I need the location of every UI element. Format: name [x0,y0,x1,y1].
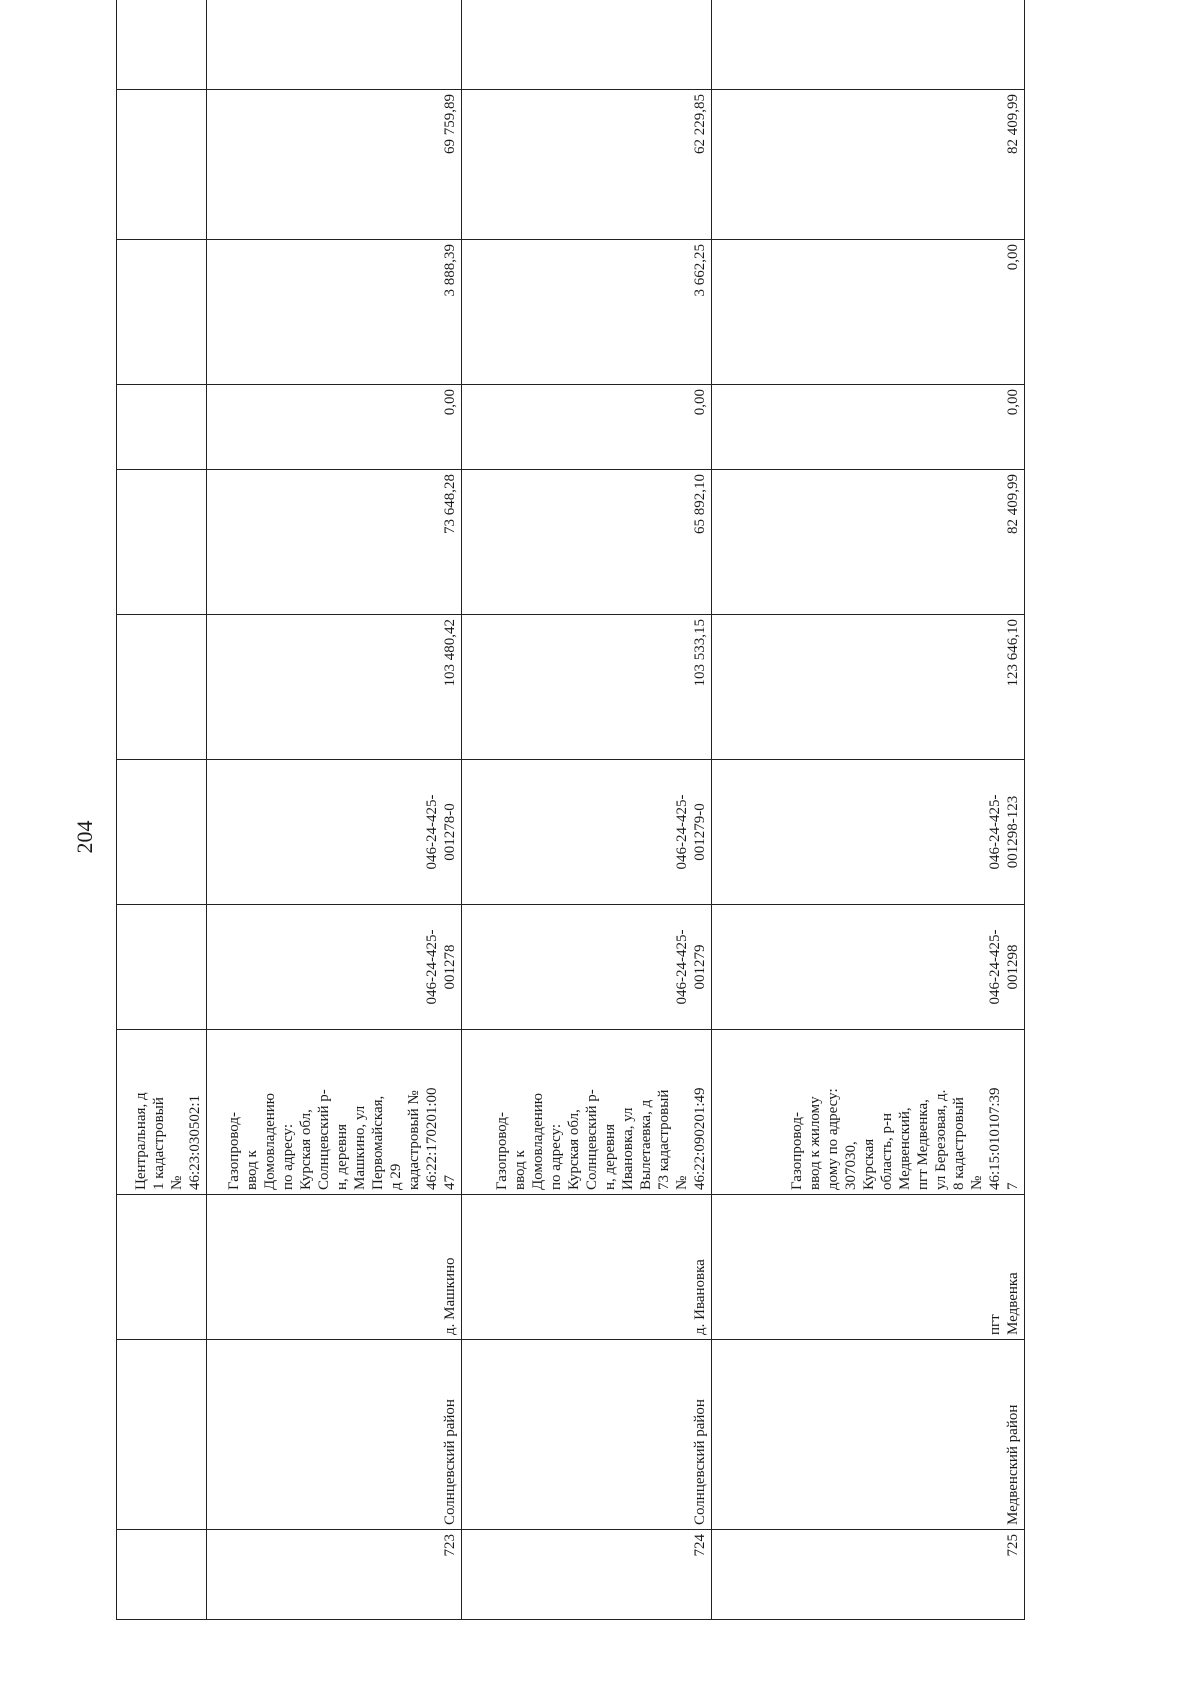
table-row-725 [712,0,1025,1620]
cell-v6 [117,0,207,90]
cell-locality [117,1195,207,1340]
cell-v5: 69 759,89 [207,90,462,240]
cell-code [117,905,207,1030]
cell-v1 [117,615,207,760]
cell-v4: 3 888,39 [207,240,462,385]
cell-v3: 0,00 [462,385,712,470]
registry-table [116,0,1025,1620]
cell-code-full: 046-24-425- 001298-123 [712,760,1025,905]
cell-code: 046-24-425- 001279 [462,905,712,1030]
cell-v6 [462,0,712,90]
cell-code-full [117,760,207,905]
table-row-continuation [117,0,207,1620]
cell-address: Центральная, д 1 кадастровый № 46:23:030502:1 [117,1030,207,1195]
cell-v1: 103 480,42 [207,615,462,760]
cell-locality: д. Машкино [207,1195,462,1340]
cell-v3 [117,385,207,470]
cell-v3: 0,00 [207,385,462,470]
cell-num: 724 [462,1530,712,1620]
cell-v4 [117,240,207,385]
cell-address: Газопровод- ввод к Домовладению по адресу: Курская обл, Солнцевский р- н, деревня Машкино, ул Первомайская, д 29 кадастровый № 46:22:170201:00 47 [207,1030,462,1195]
cell-v6 [712,0,1025,90]
cell-district [117,1340,207,1530]
cell-num: 723 [207,1530,462,1620]
cell-num: 725 [712,1530,1025,1620]
table-row-724 [462,0,712,1620]
cell-code: 046-24-425- 001298 [712,905,1025,1030]
cell-code-full: 046-24-425- 001279-0 [462,760,712,905]
cell-v6 [207,0,462,90]
cell-code-full: 046-24-425- 001278-0 [207,760,462,905]
cell-v5: 62 229,85 [462,90,712,240]
cell-v2: 73 648,28 [207,470,462,615]
cell-v2: 65 892,10 [462,470,712,615]
cell-district: Солнцевский район [207,1340,462,1530]
cell-address: Газопровод- ввод к жилому дому по адресу: 307030, Курская область, р-н Медвенский, пгт Медвенка, ул Березовая, д. 8 кадастровый № 46:15:010107:39 7 [712,1030,1025,1195]
cell-v2 [117,470,207,615]
cell-v4: 3 662,25 [462,240,712,385]
table-row-723 [207,0,462,1620]
cell-num [117,1530,207,1620]
cell-v1: 103 533,15 [462,615,712,760]
cell-code: 046-24-425- 001278 [207,905,462,1030]
cell-v5: 82 409,99 [712,90,1025,240]
cell-v4: 0,00 [712,240,1025,385]
cell-locality: д. Ивановка [462,1195,712,1340]
page-number: 204 [72,820,97,854]
cell-district: Медвенский район [712,1340,1025,1530]
cell-address: Газопровод- ввод к Домовладению по адресу: Курская обл, Солнцевский р- н, деревня Ивановка, ул Вылетаевка, д 73 кадастровый № 46:22:090201:49 [462,1030,712,1195]
cell-locality: пгт Медвенка [712,1195,1025,1340]
cell-v3: 0,00 [712,385,1025,470]
cell-v2: 82 409,99 [712,470,1025,615]
cell-district: Солнцевский район [462,1340,712,1530]
cell-v5 [117,90,207,240]
cell-v1: 123 646,10 [712,615,1025,760]
registry-table-rotated [116,94,1024,1620]
